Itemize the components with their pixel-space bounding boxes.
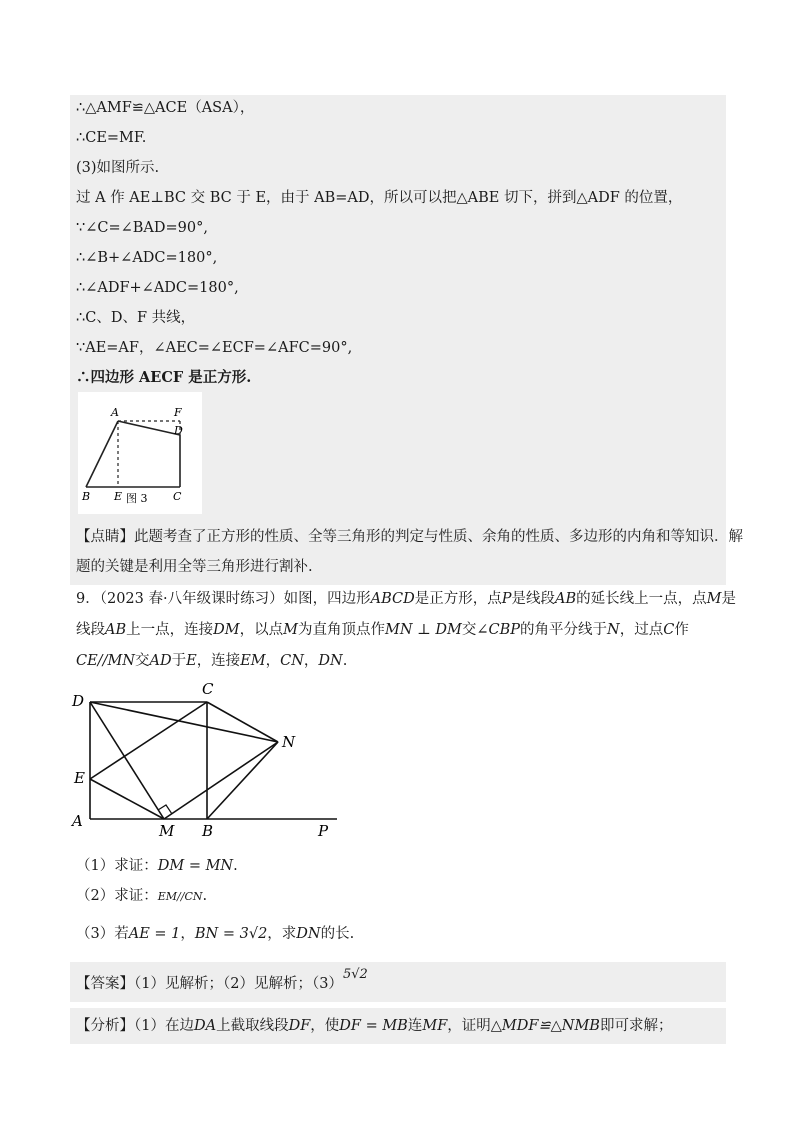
fig9-label-n: N [282,733,296,751]
solution-line: 过 A 作 AE⊥BC 交 BC 于 E，由于 AB=AD，所以可以把△ABE 切下，拼到△ADF 的位置， [76,190,683,206]
solution-line: ∴△AMF≌△ACE（ASA）， [76,100,255,116]
solution-line: ∴四边形 AECF 是正方形. [76,369,252,386]
solution-line: ∴∠ADF+∠ADC=180°, [76,280,239,296]
solution-line: ∵AE=AF，∠AEC=∠ECF=∠AFC=90°, [76,340,353,356]
q9-line-1: 9．（2023 春·八年级课时练习）如图，四边形ABCD是正方形，点P是线段AB的延长线上一点，点M是 [76,591,736,607]
analysis-line: 【分析】（1）在边DA上截取线段DF，使DF = MB连MF，证明△MDF≌△NMB即可求解； [76,1018,673,1034]
fig9-edge-dn [90,702,278,742]
fig3-label-b: B [82,490,91,503]
review-line-2: 题的关键是利用全等三角形进行割补. [76,559,313,575]
q9-line-3: CE//MN交AD于E，连接EM，CN，DN. [76,653,348,669]
fig3-label-c: C [173,490,182,503]
part-2: （2）求证：EM//CN. [76,888,208,904]
solution-line: ∵∠C=∠BAD=90°, [76,220,208,236]
fig3-label-f: F [174,406,182,419]
part-1: （1）求证：DM = MN. [76,858,238,874]
solution-line: ∴CE=MF. [76,130,147,146]
fig9-label-d: D [72,692,85,710]
fig9-edge-dm [90,702,164,819]
fig9-edge-mn [164,742,278,819]
fig9-edge-em [90,779,164,819]
solution-line: (3)如图所示. [76,160,160,176]
fig9-edge-ce [90,702,207,779]
review-line-1: 【点睛】此题考查了正方形的性质、全等三角形的判定与性质、余角的性质、多边形的内角和等知识．解 [76,529,743,545]
fig9-label-m: M [159,822,175,840]
figure-3 [78,392,202,514]
fig9-label-a: A [72,812,83,830]
fig9-edge-cn [207,702,278,742]
fig9-label-b: B [202,822,214,840]
fig3-label-a: A [111,406,119,419]
fig9-label-e: E [74,769,85,787]
q9-line-2: 线段AB上一点，连接DM，以点M为直角顶点作MN ⊥ DM交∠CBP的角平分线于N，过点C作 [76,622,689,638]
solution-line: ∴∠B+∠ADC=180°, [76,250,218,266]
fig3-label-e: E [114,490,123,503]
answer-line: 【答案】（1）见解析；（2）见解析；（3）5√2 [76,967,368,992]
part-3: （3）若AE = 1，BN = 3√2，求DN的长. [76,926,355,942]
fig9-label-c: C [202,680,214,698]
fig9-edge-bn [207,742,278,819]
fig9-label-p: P [318,822,329,840]
solution-line: ∴C、D、F 共线， [76,310,196,326]
fig3-caption: 图 3 [126,492,148,505]
figure-9 [66,676,356,846]
fig3-label-d: D [174,424,183,437]
